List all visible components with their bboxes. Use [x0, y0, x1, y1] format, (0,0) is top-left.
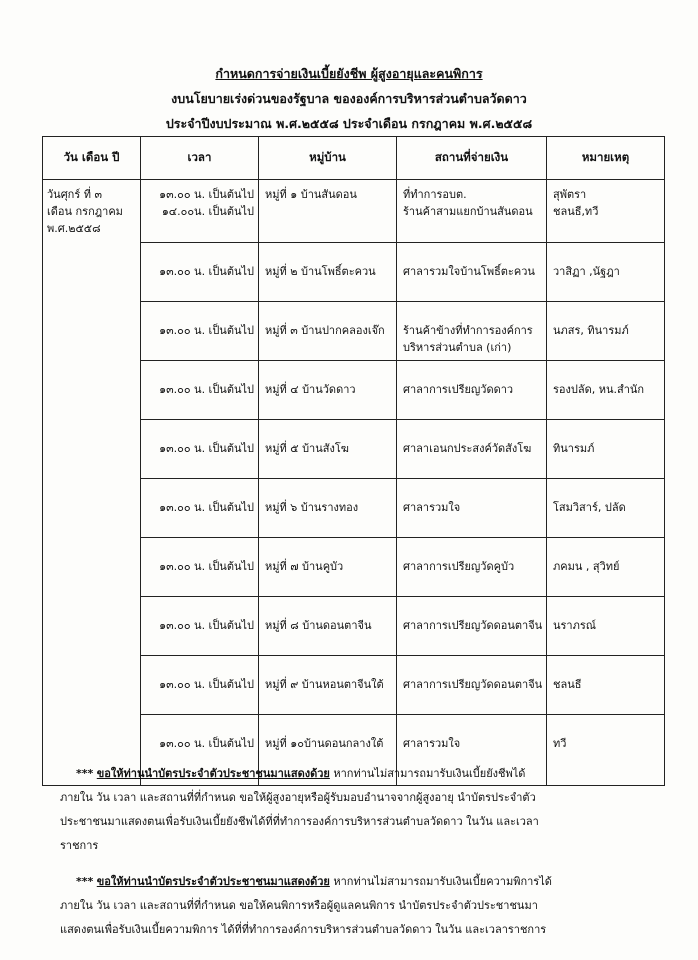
village-cell: หมู่ที่ ๓ บ้านปากคลองเจ๊ก — [259, 302, 397, 361]
footer-note-disabled — [60, 870, 636, 942]
village-cell: หมู่ที่ ๗ บ้านคูบัว — [259, 538, 397, 597]
note-text: ภายใน วัน เวลา และสถานที่ที่กำหนด ขอให้คนพิการหรือผู้ดูแลคนพิการ นำบัตรประจำตัวประชาชนมา — [60, 899, 538, 912]
note-stars: *** — [76, 875, 94, 888]
note-cell — [547, 243, 665, 302]
note-cell-line: ภคมน , สุวิทย์ — [553, 560, 620, 573]
place-cell-line: ศาลารวมใจ — [403, 501, 461, 514]
place-cell — [397, 538, 547, 597]
note-cell — [547, 597, 665, 656]
place-cell-line: ที่ทำการอบต. — [403, 188, 467, 201]
time-cell-line: ๑๓.๐๐ น. เป็นต้นไป — [159, 265, 254, 278]
note-emphasis: ขอให้ท่านนำบัตรประจำตัวประชาชนมาแสดงด้วย — [96, 875, 330, 888]
note-cell-line: รองปลัด, หน.สำนัก — [553, 383, 645, 396]
place-cell — [397, 420, 547, 479]
time-cell-line: ๑๓.๐๐ น. เป็นต้นไป — [159, 678, 254, 691]
note-text: หากท่านไม่สามารถมารับเงินเบี้ยความพิการได้ — [329, 875, 552, 888]
note-text: แสดงตนเพื่อรับเงินเบี้ยความพิการ ได้ที่ที่ทำการองค์การบริหารส่วนตำบลวัดดาว ในวัน และเวลาราชการ — [60, 923, 547, 936]
note-cell-line: ทวี — [553, 737, 567, 750]
time-cell — [141, 361, 259, 420]
time-cell-line: ๑๓.๐๐ น. เป็นต้นไป — [159, 324, 254, 337]
place-cell-line: ศาลาการเปรียญวัดดอนตาจีน — [403, 678, 543, 691]
note-cell-line: ทินารมภ์ — [553, 442, 595, 455]
time-cell — [141, 243, 259, 302]
place-cell-line: ศาลาการเปรียญวัดดอนตาจีน — [403, 619, 543, 632]
note-text: ราชการ — [60, 839, 99, 852]
date-line: วันศุกร์ ที่ ๓ — [47, 188, 103, 201]
village-cell: หมู่ที่ ๒ บ้านโพธิ์ตะควน — [259, 243, 397, 302]
note-cell-line: โสมวิสาร์, ปลัด — [553, 501, 626, 514]
time-cell — [141, 479, 259, 538]
note-cell-line: ชลนธี — [553, 678, 582, 691]
column-header-place: สถานที่จ่ายเงิน — [397, 137, 547, 180]
note-text: ภายใน วัน เวลา และสถานที่ที่กำหนด ขอให้ผู้สูงอายุหรือผู้รับมอบอำนาจจากผู้สูงอายุ นำบัตรประจำตัว — [60, 791, 536, 804]
village-cell: หมู่ที่ ๑๐บ้านดอนกลางใต้ — [259, 715, 397, 786]
place-cell-line: ศาลารวมใจ — [403, 737, 461, 750]
date-line: พ.ศ.๒๕๕๘ — [47, 222, 101, 235]
note-cell — [547, 180, 665, 243]
place-cell-line: ร้านค้าข้างที่ทำการองค์การ — [403, 324, 533, 337]
time-cell — [141, 538, 259, 597]
note-text: ประชาชนมาแสดงตนเพื่อรับเงินเบี้ยยังชีพได้ที่ที่ทำการองค์การบริหารส่วนตำบลวัดดาว ในวัน และเวลา — [60, 815, 539, 828]
time-cell — [141, 302, 259, 361]
time-cell-line: ๑๔.๐๐น. เป็นต้นไป — [161, 205, 254, 218]
time-cell-line: ๑๓.๐๐ น. เป็นต้นไป — [159, 737, 254, 750]
village-cell: หมู่ที่ ๖ บ้านรางทอง — [259, 479, 397, 538]
note-cell-line: วาสิฏา ,นัฐฎา — [553, 265, 620, 278]
note-cell-line: สุพัตรา — [553, 188, 587, 201]
place-cell — [397, 302, 547, 361]
footer-note-elderly — [60, 762, 636, 858]
time-cell-line: ๑๓.๐๐ น. เป็นต้นไป — [159, 619, 254, 632]
time-cell — [141, 420, 259, 479]
note-cell — [547, 302, 665, 361]
note-text: หากท่านไม่สามารถมารับเงินเบี้ยยังชีพได้ — [329, 767, 526, 780]
village-cell: หมู่ที่ ๘ บ้านดอนตาจีน — [259, 597, 397, 656]
time-cell — [141, 656, 259, 715]
document-subtitle: งบนโยบายเร่งด่วนของรัฐบาล ขององค์การบริหารส่วนตำบลวัดดาว — [171, 91, 527, 106]
time-cell-line: ๑๓.๐๐ น. เป็นต้นไป — [159, 560, 254, 573]
time-cell-line: ๑๓.๐๐ น. เป็นต้นไป — [159, 188, 254, 201]
table-header-row — [43, 137, 665, 180]
time-cell — [141, 180, 259, 243]
village-cell: หมู่ที่ ๑ บ้านสันดอน — [259, 180, 397, 243]
note-cell-line: นภสร, ทินารมภ์ — [553, 324, 629, 337]
column-header-note: หมายเหตุ — [547, 137, 665, 180]
place-cell-line: ศาลาการเปรียญวัดคูบัว — [403, 560, 515, 573]
place-cell-line: บริหารส่วนตำบล (เก่า) — [403, 341, 512, 354]
column-header-village: หมู่บ้าน — [259, 137, 397, 180]
place-cell — [397, 597, 547, 656]
column-header-date: วัน เดือน ปี — [43, 137, 141, 180]
time-cell-line: ๑๓.๐๐ น. เป็นต้นไป — [159, 501, 254, 514]
note-cell — [547, 538, 665, 597]
place-cell-line: ศาลาเอนกประสงค์วัดสังโฆ — [403, 442, 532, 455]
date-cell — [43, 180, 141, 786]
note-cell — [547, 479, 665, 538]
note-cell-line: ชลนธี,ทวี — [553, 205, 599, 218]
place-cell — [397, 180, 547, 243]
place-cell-line: ศาลาการเปรียญวัดดาว — [403, 383, 514, 396]
time-cell-line: ๑๓.๐๐ น. เป็นต้นไป — [159, 383, 254, 396]
place-cell-line: ร้านค้าสามแยกบ้านสันดอน — [403, 205, 533, 218]
place-cell — [397, 243, 547, 302]
column-header-time: เวลา — [141, 137, 259, 180]
note-cell-line: นราภรณ์ — [553, 619, 596, 632]
place-cell-line: ศาลารวมใจบ้านโพธิ์ตะควน — [403, 265, 535, 278]
note-stars: *** — [76, 767, 94, 780]
village-cell: หมู่ที่ ๕ บ้านสังโฆ — [259, 420, 397, 479]
note-cell — [547, 420, 665, 479]
note-emphasis: ขอให้ท่านนำบัตรประจำตัวประชาชนมาแสดงด้วย — [96, 767, 330, 780]
place-cell — [397, 479, 547, 538]
table-row — [43, 180, 665, 243]
document-title: กำหนดการจ่ายเงินเบี้ยยังชีพ ผู้สูงอายุและคนพิการ — [215, 66, 483, 81]
date-line: เดือน กรกฎาคม — [47, 205, 123, 218]
document-period: ประจำปีงบประมาณ พ.ศ.๒๕๕๘ ประจำเดือน กรกฎาคม พ.ศ.๒๕๕๘ — [165, 116, 533, 131]
note-cell — [547, 656, 665, 715]
note-cell — [547, 361, 665, 420]
village-cell: หมู่ที่ ๔ บ้านวัดดาว — [259, 361, 397, 420]
time-cell — [141, 597, 259, 656]
place-cell — [397, 361, 547, 420]
place-cell — [397, 656, 547, 715]
schedule-table — [42, 136, 665, 786]
time-cell-line: ๑๓.๐๐ น. เป็นต้นไป — [159, 442, 254, 455]
village-cell: หมู่ที่ ๙ บ้านหอนตาจีนใต้ — [259, 656, 397, 715]
